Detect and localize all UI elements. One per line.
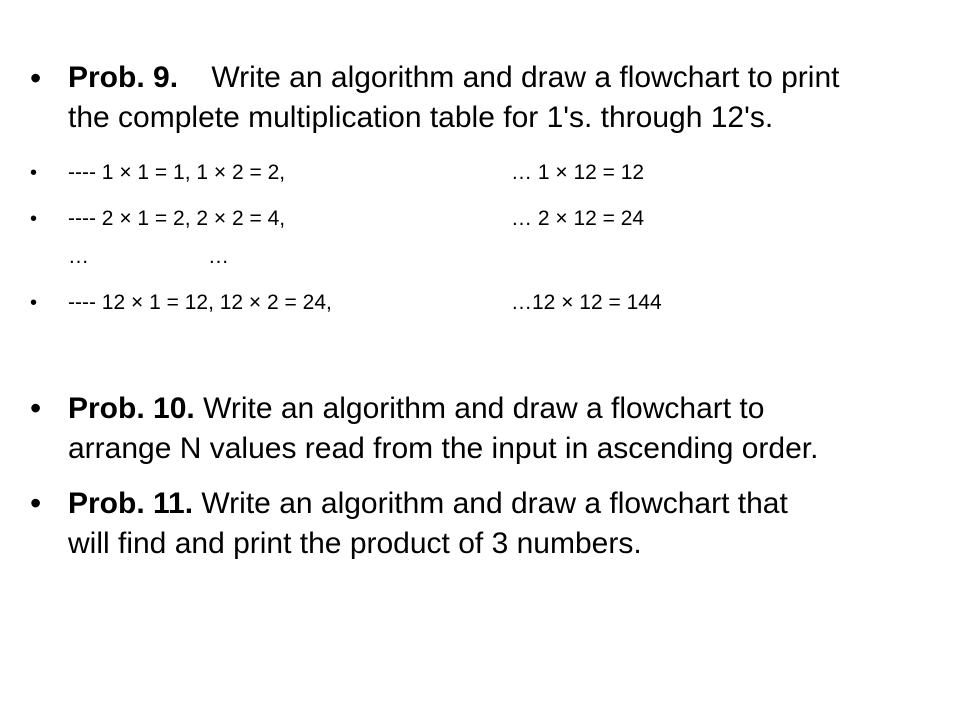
problem-10-line1 bbox=[68, 389, 948, 429]
bullet-dot: • bbox=[30, 292, 38, 314]
table-row-left: ---- 2 × 1 = 2, 2 × 2 = 4, bbox=[68, 207, 286, 230]
table-row-left: ---- 1 × 1 = 1, 1 × 2 = 2, bbox=[68, 161, 286, 184]
bullet-dot: • bbox=[30, 162, 38, 184]
problem-10-text-2: arrange N values read from the input in ascending order. bbox=[68, 432, 819, 465]
problem-10-label: Prob. 10. bbox=[68, 392, 195, 425]
problem-11-text-1: Write an algorithm and draw a flowchart that bbox=[201, 487, 788, 520]
table-row-right: …12 × 12 = 144 bbox=[511, 291, 662, 314]
problem-11 bbox=[68, 484, 948, 564]
table-row bbox=[68, 288, 948, 318]
table-row bbox=[68, 158, 948, 188]
problem-9-text-1: Write an algorithm and draw a flowchart to print bbox=[211, 61, 840, 94]
problem-11-label: Prob. 11. bbox=[68, 487, 194, 520]
problem-10 bbox=[68, 389, 948, 469]
table-row-left: ---- 12 × 1 = 12, 12 × 2 = 24, bbox=[68, 291, 332, 314]
problem-9 bbox=[68, 58, 948, 138]
ellipsis-row bbox=[68, 242, 229, 272]
bullet-dot: • bbox=[30, 60, 42, 96]
ellipsis-a: … bbox=[68, 245, 89, 268]
problem-10-text-1: Write an algorithm and draw a flowchart to bbox=[203, 392, 765, 425]
table-row bbox=[68, 204, 948, 234]
bullet-dot: • bbox=[30, 390, 42, 426]
ellipsis-b: … bbox=[208, 245, 229, 268]
problem-9-line1 bbox=[68, 58, 948, 98]
problem-11-line1 bbox=[68, 484, 948, 524]
table-row-right: … 1 × 12 = 12 bbox=[511, 161, 645, 184]
table-row-right: … 2 × 12 = 24 bbox=[511, 207, 645, 230]
problem-11-text-2: will find and print the product of 3 numbers. bbox=[68, 527, 642, 560]
bullet-dot: • bbox=[30, 485, 42, 521]
problem-9-label: Prob. 9. bbox=[68, 61, 179, 94]
bullet-dot: • bbox=[30, 208, 38, 230]
problem-9-text-2: the complete multiplication table for 1's. through 12's. bbox=[68, 101, 774, 134]
